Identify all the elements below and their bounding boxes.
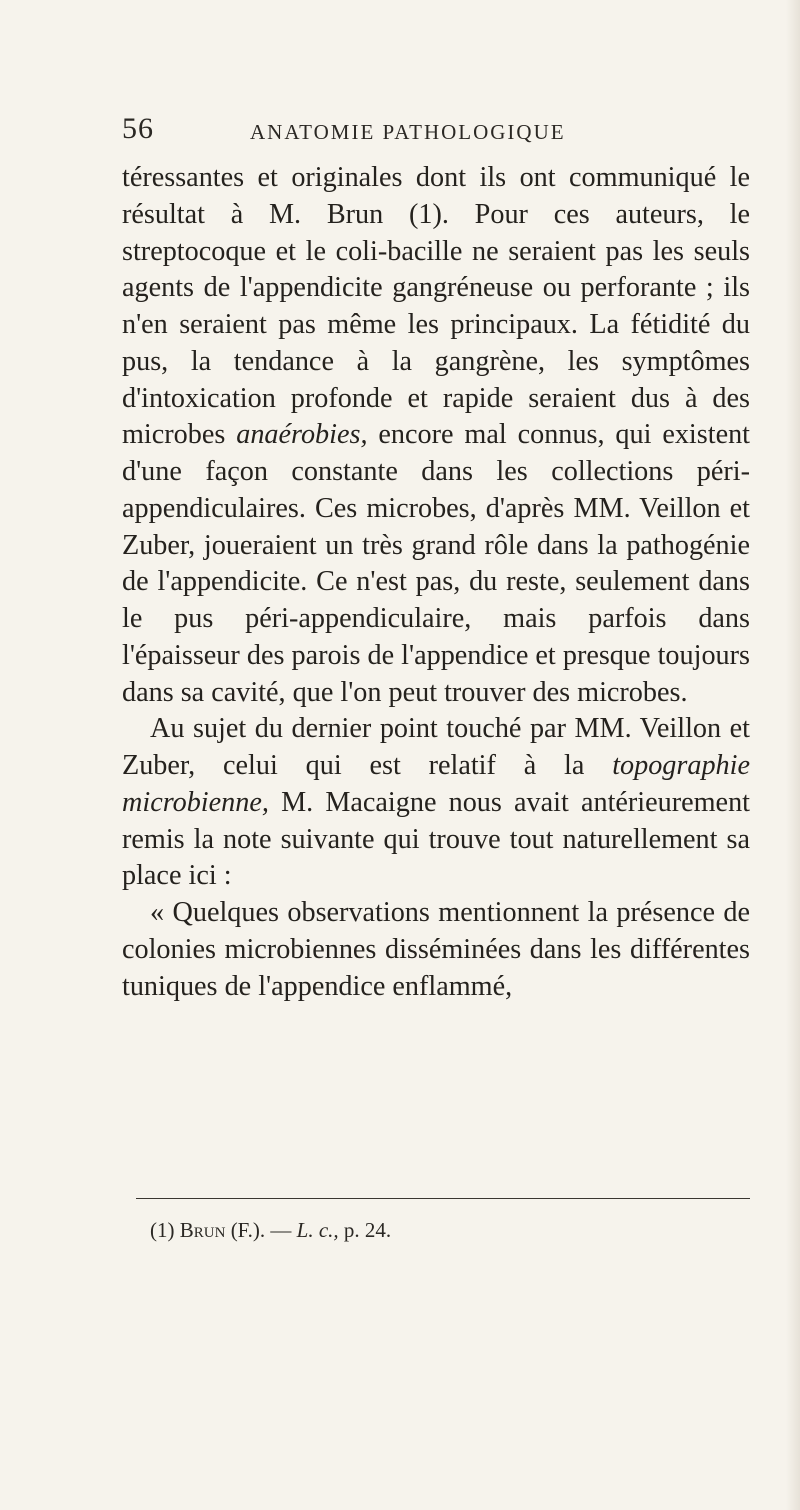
- text-run: téressantes et originales dont ils ont communiqué le résultat à M. Brun (: [122, 162, 750, 230]
- footnote-author-initial: (F.). —: [225, 1218, 297, 1242]
- page-header: [122, 112, 760, 152]
- text-run: encore mal connus, qui existent d'une façon constante dans les collections péri-appendiculaires. Ces microbes, d'après MM. Veillon et Zuber, joueraient un très grand rôle dans la pathogénie de l'appendicite. Ce n'est pas, du reste, seulement dans le pus péri-appendiculaire, mais parfois dans l'épaisseur des parois de l'appendice et presque toujours dans sa cavité, que l'on peut trouver des microbes.: [122, 419, 750, 708]
- text-run: « Quelques observations mentionnent la présence de colonies microbiennes disséminées dans les différentes tuniques de l'appendice enflammé,: [122, 897, 750, 1002]
- running-head: ANATOMIE PATHOLOGIQUE: [250, 120, 566, 144]
- footnote-author: Brun: [179, 1218, 226, 1242]
- text-run: Au sujet du dernier point touché par MM. Veillon et Zuber, celui qui est relatif à la: [122, 713, 750, 781]
- paragraph: [122, 895, 750, 1005]
- footnote-reference: L. c.,: [296, 1218, 339, 1242]
- text-run: ). Pour ces auteurs, le streptocoque et le coli-bacille ne seraient pas les seuls agents de l'appendicite gangréneuse ou perforante ; ils n'en seraient pas même les principaux. La fétidité du pus, la tendance à la gangrène, les symptômes d'intoxication profonde et rapide seraient dus à des microbes: [122, 198, 750, 451]
- scan-edge-shadow: [786, 0, 800, 1510]
- italic-term: topographie microbienne,: [122, 750, 750, 818]
- paragraph: [122, 160, 750, 711]
- footnote-page: p. 24.: [338, 1218, 392, 1242]
- body-text: [122, 160, 750, 1005]
- footnote: [150, 1218, 391, 1243]
- text-run: M. Macaigne nous avait antérieurement remis la note suivante qui trouve tout naturellement sa place ici :: [122, 786, 750, 892]
- paragraph: [122, 711, 750, 895]
- footnote-marker: (1): [150, 1218, 175, 1242]
- footnote-ref: 1: [418, 198, 433, 230]
- footnote-divider: [136, 1198, 750, 1199]
- page-number: 56: [122, 112, 154, 145]
- italic-term: anaérobies,: [236, 419, 368, 451]
